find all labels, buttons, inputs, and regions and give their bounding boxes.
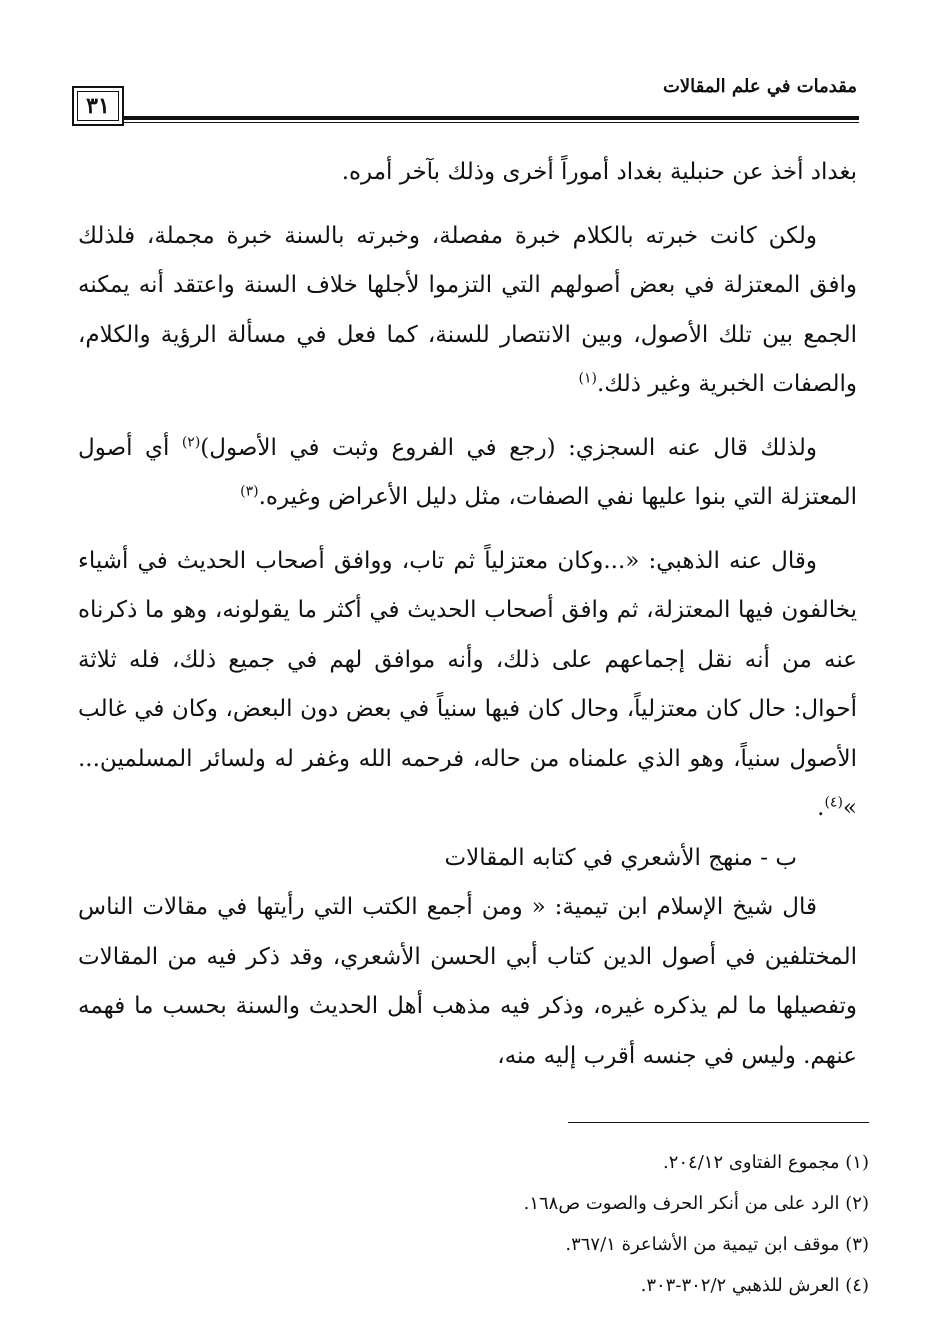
footnote-ref-2: (٢) (181, 433, 201, 450)
paragraph-4-text: وقال عنه الذهبي: «...وكان معتزلياً ثم تاب، ووافق أصحاب الحديث في أشياء يخالفون فيها المعتزلة، ثم وافق أصحاب الحديث في أكثر ما يقولونه، وهو ما ذكرناه عنه من أنه نقل إجماعهم على ذلك، وأنه موافق لهم في جميع ذلك، فله ثلاثة أحوال: حال كان معتزلياً، وحال كان فيها سنياً في بعض دون البعض، وكان في غالب الأصول سنياً، وهو الذي علمناه من حاله، فرحمه الله وغفر له ولسائر المسلمين... » (78, 547, 857, 821)
paragraph-5 (78, 883, 857, 1081)
paragraph-3-text: ولذلك قال عنه السجزي: (رجع في الفروع وثبت في الأصول) (200, 434, 817, 461)
footnote-4: (٤) العرش للذهبي ٣٠٢/٢-٣٠٣. (640, 1275, 869, 1296)
paragraph-5-text: قال شيخ الإسلام ابن تيمية: « ومن أجمع الكتب التي رأيتها في مقالات الناس المختلفين في أصول الدين كتاب أبي الحسن الأشعري، وقد ذكر فيه من المقالات وتفصيلها ما لم يذكره غيره، وذكر فيه مذهب أهل الحديث والسنة بحسب ما فهمه عنهم. وليس في جنسه أقرب إليه منه، (78, 894, 857, 1069)
footnote-1: (١) مجموع الفتاوى ٢٠٤/١٢. (662, 1152, 869, 1173)
paragraph-4-end: . (817, 795, 825, 821)
page-number: ٣١ (86, 93, 110, 119)
paragraph-2 (78, 212, 857, 410)
paragraph-1-text: بغداد أخذ عن حنبلية بغداد أموراً أخرى وذلك بآخر أمره. (341, 159, 857, 185)
footnote-ref-3: (٣) (240, 483, 259, 500)
paragraph-3b-text: أي أصول المعتزلة التي بنوا عليها نفي الصفات، مثل دليل الأعراض وغيره. (78, 434, 857, 510)
footnote-3: (٣) موقف ابن تيمية من الأشاعرة ٣٦٧/١. (565, 1234, 869, 1255)
paragraph-2-text: ولكن كانت خبرته بالكلام خبرة مفصلة، وخبرته بالسنة خبرة مجملة، فلذلك وافق المعتزلة في بعض أصولهم التي التزموا لأجلها خلاف السنة واعتقد أنه يمكنه الجمع بين تلك الأصول، وبين الانتصار للسنة، كما فعل في مسألة الرؤية والكلام، والصفات الخبرية وغير ذلك. (78, 222, 857, 397)
body-text (78, 148, 857, 1081)
footnote-2: (٢) الرد على من أنكر الحرف والصوت ص١٦٨. (523, 1193, 869, 1214)
page-number-box (72, 86, 124, 126)
paragraph-1 (78, 148, 857, 198)
section-subheading: ب - منهج الأشعري في كتابه المقالات (444, 844, 797, 871)
footnote-ref-1: (١) (578, 370, 597, 387)
footnote-ref-4: (٤) (824, 794, 843, 811)
paragraph-4 (78, 537, 857, 834)
footnotes (78, 1142, 869, 1306)
paragraph-3 (78, 424, 857, 523)
header-rule (124, 116, 859, 120)
footnote-rule (568, 1122, 869, 1123)
running-header-title: مقدمات في علم المقالات (662, 76, 857, 97)
header-rule-thin (124, 122, 859, 123)
